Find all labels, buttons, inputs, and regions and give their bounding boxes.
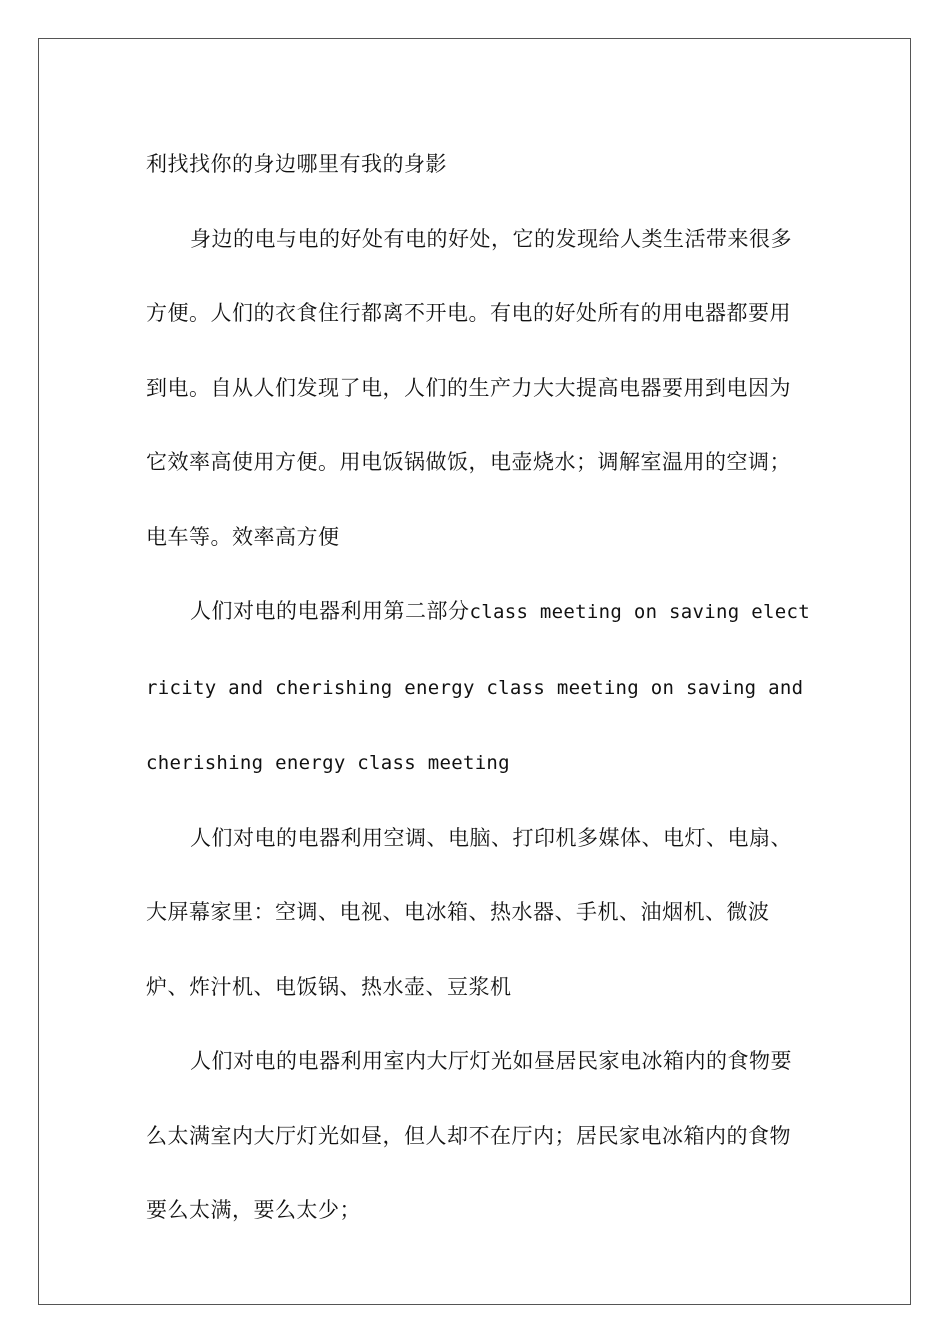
paragraph-benefits-of-electricity: 身边的电与电的好处有电的好处，它的发现给人类生活带来很多方便。人们的衣食住行都离不开电。有电的好处所有的用电器都要用到电。自从人们发现了电，人们的生产力大大提高电器要用到电因为它效率高使用方便。用电饭锅做饭，电壶烧水；调解室温用的空调；电车等。效率高方便: [146, 226, 792, 549]
paragraph-heading: 利找找你的身边哪里有我的身影: [146, 152, 447, 176]
paragraph-appliances: 人们对电的电器利用空调、电脑、打印机多媒体、电灯、电扇、 大屏幕家里：空调、电视、电冰箱、热水器、手机、油烟机、微波炉、炸汁机、电饭锅、热水壶、豆浆机: [146, 825, 792, 999]
document-body: [146, 127, 810, 1248]
paragraph-class-meeting: [146, 574, 810, 801]
paragraph-class-meeting-en: class meeting on saving electricity and cherishing energy class meeting on saving and cherishing energy class meeting: [146, 601, 810, 774]
paragraph-class-meeting-cn: 人们对电的电器利用第二部分: [190, 599, 470, 623]
paragraph-waste: 人们对电的电器利用室内大厅灯光如昼居民家电冰箱内的食物要么太满室内大厅灯光如昼，但人却不在厅内；居民家电冰箱内的食物要么太满，要么太少；: [146, 1049, 792, 1222]
